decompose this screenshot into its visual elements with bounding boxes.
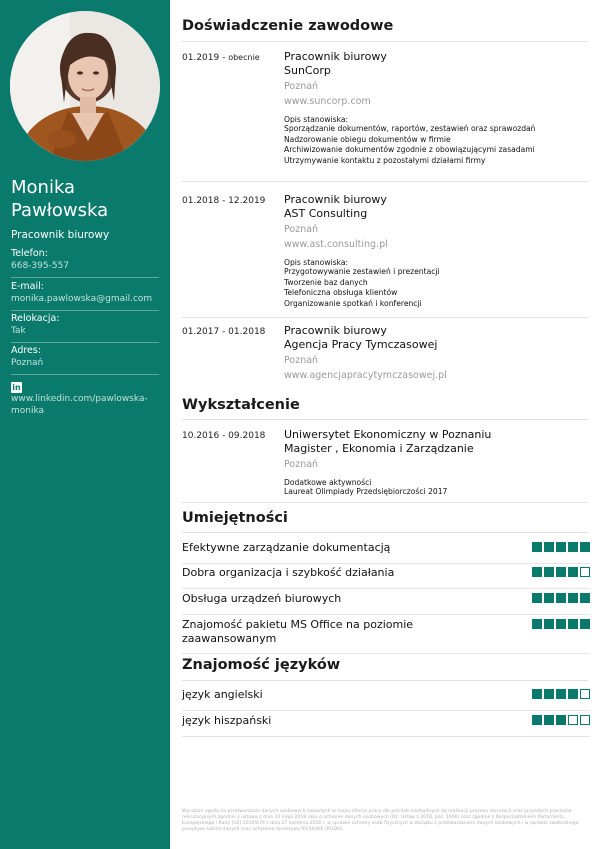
phone-block	[11, 248, 159, 278]
skill-row	[182, 618, 590, 654]
candidate-name	[11, 176, 166, 222]
candidate-role: Pracownik biurowy	[11, 229, 110, 241]
skill-level	[532, 542, 590, 552]
phone-value: 668-395-557	[11, 261, 70, 271]
job-desc-line: Tworzenie baz danych	[284, 277, 368, 287]
job-company: AST Consulting	[284, 207, 368, 220]
linkedin-icon: in	[12, 383, 21, 392]
education-city: Poznań	[284, 459, 319, 470]
job-body	[284, 324, 592, 383]
skill-name: Obsługa urządzeń biurowych	[182, 592, 342, 605]
skill-row	[182, 592, 590, 615]
language-row	[182, 714, 590, 737]
language-level	[532, 715, 590, 725]
level-square-filled	[544, 542, 554, 552]
divider	[182, 502, 588, 503]
job-company: SunCorp	[284, 64, 331, 77]
job-company: Agencja Pracy Tymczasowej	[284, 338, 438, 351]
address-value: Poznań	[11, 358, 44, 368]
education-school: Uniwersytet Ekonomiczny w Poznaniu	[284, 428, 492, 441]
level-square-filled	[568, 619, 578, 629]
relocation-label: Relokacja:	[11, 313, 60, 324]
profile-photo-image	[10, 11, 160, 161]
job-title: Pracownik biurowy	[284, 193, 387, 206]
address-block	[11, 345, 159, 375]
phone-label: Telefon:	[11, 248, 48, 259]
experience-heading: Doświadczenie zawodowe	[182, 18, 394, 34]
skill-row	[182, 541, 590, 564]
skill-level	[532, 593, 590, 603]
divider	[182, 680, 588, 681]
job-desc-label: Opis stanowiska:	[284, 115, 349, 124]
skill-level	[532, 619, 590, 629]
level-square-empty	[568, 715, 578, 725]
job-city: Poznań	[284, 355, 319, 366]
linkedin-url[interactable]: www.linkedin.com/pawlowska-monika	[11, 394, 148, 416]
job-url[interactable]: www.suncorp.com	[284, 96, 371, 107]
sidebar	[0, 0, 170, 849]
skill-name: Dobra organizacja i szybkość działania	[182, 566, 395, 579]
level-square-filled	[532, 542, 542, 552]
education-heading: Wykształcenie	[182, 397, 300, 413]
profile-photo	[10, 11, 160, 161]
level-square-empty	[580, 689, 590, 699]
job-date: 01.2018 - 12.2019	[182, 196, 266, 206]
level-square-filled	[544, 593, 554, 603]
level-square-filled	[544, 689, 554, 699]
first-name: Monika	[11, 177, 76, 198]
job-desc-line: Telefoniczna obsługa klientów	[284, 288, 398, 297]
divider	[182, 532, 588, 533]
job-body	[284, 193, 592, 309]
gdpr-clause: Wyrażam zgodę na przetwarzanie danych osobowych zawartych w mojej ofercie pracy dla potrzeb niezbędnych do realizacji procesu rekrutacji oraz przyszłych procesów rekrutacyjnych zgodnie z ustawą z dnia 10 maja 2018 roku o ochronie danych osobowych (Dz. Ustaw z 2018, poz. 1000) oraz zgodnie z Rozporządzeniem Parlamentu Europejskiego i Rady (UE) 2016/679 z dnia 27 kwietnia 2016 r. w sprawie ochrony osób fizycznych w związku z przetwarzaniem danych osobowych i w sprawie swobodnego przepływu takich danych oraz uchylenia dyrektywy 95/46/WE (RODO).	[182, 809, 579, 832]
email-value[interactable]: monika.pawlowska@gmail.com	[11, 294, 153, 304]
divider	[182, 181, 588, 182]
level-square-filled	[556, 567, 566, 577]
language-level	[532, 689, 590, 699]
level-square-filled	[556, 689, 566, 699]
last-name: Pawłowska	[11, 200, 109, 221]
level-square-filled	[556, 619, 566, 629]
level-square-filled	[532, 689, 542, 699]
address-label: Adres:	[11, 345, 42, 356]
level-square-filled	[568, 542, 578, 552]
job-date-start: 01.2019 -	[182, 53, 226, 63]
language-name: język angielski	[182, 688, 263, 701]
education-extra-label: Dodatkowe aktywności	[284, 478, 372, 487]
job-city: Poznań	[284, 81, 319, 92]
level-square-filled	[556, 593, 566, 603]
languages-heading: Znajomość języków	[182, 657, 341, 673]
job-date-end: obecnie	[228, 53, 260, 62]
level-square-filled	[544, 715, 554, 725]
education-date: 10.2016 - 09.2018	[182, 431, 266, 441]
job-date	[182, 53, 260, 63]
job-body	[284, 50, 592, 166]
language-row	[182, 688, 590, 711]
level-square-filled	[532, 715, 542, 725]
level-square-filled	[580, 542, 590, 552]
divider	[182, 317, 588, 318]
skills-heading: Umiejętności	[182, 510, 288, 526]
level-square-filled	[556, 715, 566, 725]
education-extra: Laureat Olimpiady Przedsiębiorczości 2017	[284, 487, 448, 496]
job-url[interactable]: www.ast.consulting.pl	[284, 239, 388, 250]
relocation-block	[11, 313, 159, 343]
email-block	[11, 281, 159, 311]
relocation-value: Tak	[11, 326, 26, 336]
level-square-filled	[544, 567, 554, 577]
job-url[interactable]: www.agencjapracytymczasowej.pl	[284, 370, 447, 381]
level-square-empty	[580, 567, 590, 577]
job-desc-line: Organizowanie spotkań i konferencji	[284, 298, 422, 308]
job-title: Pracownik biurowy	[284, 50, 387, 63]
level-square-filled	[580, 593, 590, 603]
job-city: Poznań	[284, 224, 319, 235]
level-square-filled	[556, 542, 566, 552]
level-square-filled	[580, 619, 590, 629]
level-square-filled	[568, 593, 578, 603]
job-desc-line: Utrzymywanie kontaktu z pozostałymi działami firmy	[284, 155, 486, 165]
language-name: język hiszpański	[182, 714, 272, 727]
skill-level	[532, 567, 590, 577]
skill-name: Znajomość pakietu MS Office na poziomie zaawansowanym	[182, 618, 414, 645]
email-label: E-mail:	[11, 281, 44, 292]
level-square-filled	[532, 619, 542, 629]
job-title: Pracownik biurowy	[284, 324, 387, 337]
education-body	[284, 428, 592, 498]
job-desc-line: Nadzorowanie obiegu dokumentów w firmie	[284, 134, 451, 144]
job-desc-line: Archiwizowanie dokumentów zgodnie z obowiązującymi zasadami	[284, 145, 535, 154]
level-square-filled	[544, 619, 554, 629]
job-desc-line: Sporządzanie dokumentów, raportów, zestawień oraz sprawozdań	[284, 124, 536, 133]
divider	[182, 419, 588, 420]
level-square-filled	[568, 567, 578, 577]
level-square-filled	[532, 567, 542, 577]
level-square-empty	[580, 715, 590, 725]
skill-row	[182, 566, 590, 589]
job-desc-line: Przygotowywanie zestawień i prezentacji	[284, 267, 440, 276]
skill-name: Efektywne zarządzanie dokumentacją	[182, 541, 391, 554]
divider	[182, 41, 588, 42]
linkedin-link[interactable]	[11, 381, 163, 417]
education-degree: Magister , Ekonomia i Zarządzanie	[284, 442, 474, 455]
job-desc-label: Opis stanowiska:	[284, 258, 349, 267]
level-square-filled	[532, 593, 542, 603]
level-square-filled	[568, 689, 578, 699]
job-date: 01.2017 - 01.2018	[182, 327, 266, 337]
